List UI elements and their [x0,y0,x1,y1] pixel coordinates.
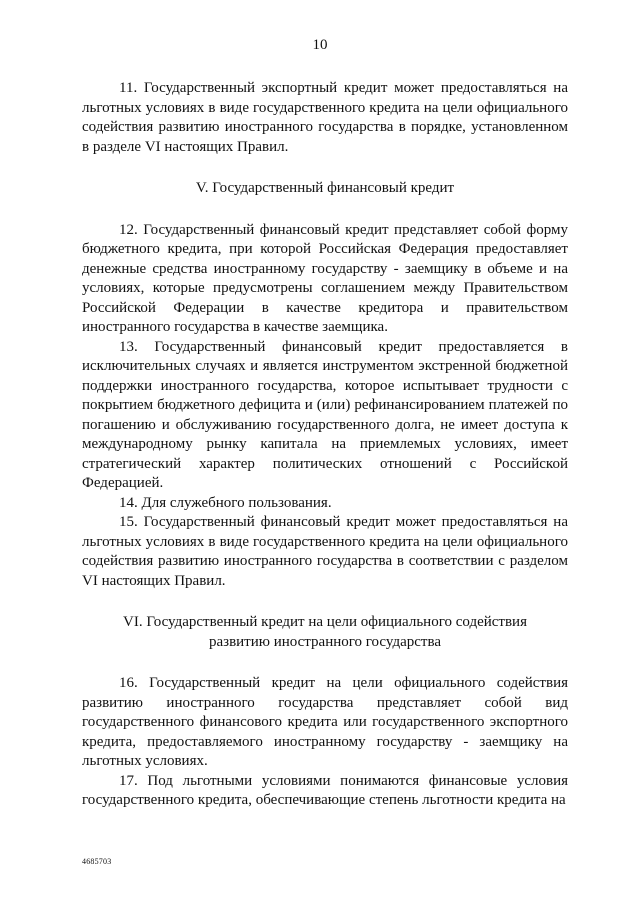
paragraph-12: 12. Государственный финансовый кредит представляет собой форму бюджетного кредита, при которой Российская Федерация предоставляет денежные средства иностранному государству - заемщику в объеме и на условиях, которые предусмотрены соглашением между Правительством Российской Федерации в качестве кредитора и правительством иностранного государства в качестве заемщика. [82,221,568,335]
section-v-heading: V. Государственный финансовый кредит [195,180,455,196]
paragraph-15: 15. Государственный финансовый кредит может предоставляться на льготных условиях в виде государственного кредита на цели официального содействия развитию иностранного государства в соответствии с разделом VI настоящих Правил. [82,514,568,589]
document-code: 4685703 [82,857,112,866]
paragraph-14: 14. Для служебного пользования. [119,494,332,511]
section-vi-heading-line1: VI. Государственный кредит на цели официального содействия [123,614,527,630]
section-vi-body [82,674,568,811]
section-v-body [82,221,568,592]
paragraph-13: 13. Государственный финансовый кредит предоставляется в исключительных случаях и является инструментом экстренной бюджетной поддержки иностранного государства, которое испытывает трудности с покрытием бюджетного дефицита и (или) рефинансированием платежей по погашению и обслуживанию государственного долга, не имеет доступа к международному рынку капитала на приемлемых условиях, имеет стратегический характер политических отношений с Российской Федерацией. [82,338,568,491]
section-vi-heading [82,613,568,652]
paragraph-11: 11. Государственный экспортный кредит может предоставляться на льготных условиях в виде государственного кредита на цели официального содействия развитию иностранного государства в порядке, установленном в разделе VI настоящих Правил. [82,80,568,155]
document-body [82,79,568,811]
paragraph-17: 17. Под льготными условиями понимаются финансовые условия государственного кредита, обеспечивающие степень льготности кредита на [82,772,568,808]
section-vi-heading-line2: развитию иностранного государства [208,633,441,650]
paragraph-16: 16. Государственный кредит на цели официального содействия развитию иностранного государства представляет собой вид государственного финансового кредита или государственного экспортного кредита, предоставляемого иностранному государству - заемщику на льготных условиях. [82,675,568,769]
page-number: 10 [312,37,328,53]
